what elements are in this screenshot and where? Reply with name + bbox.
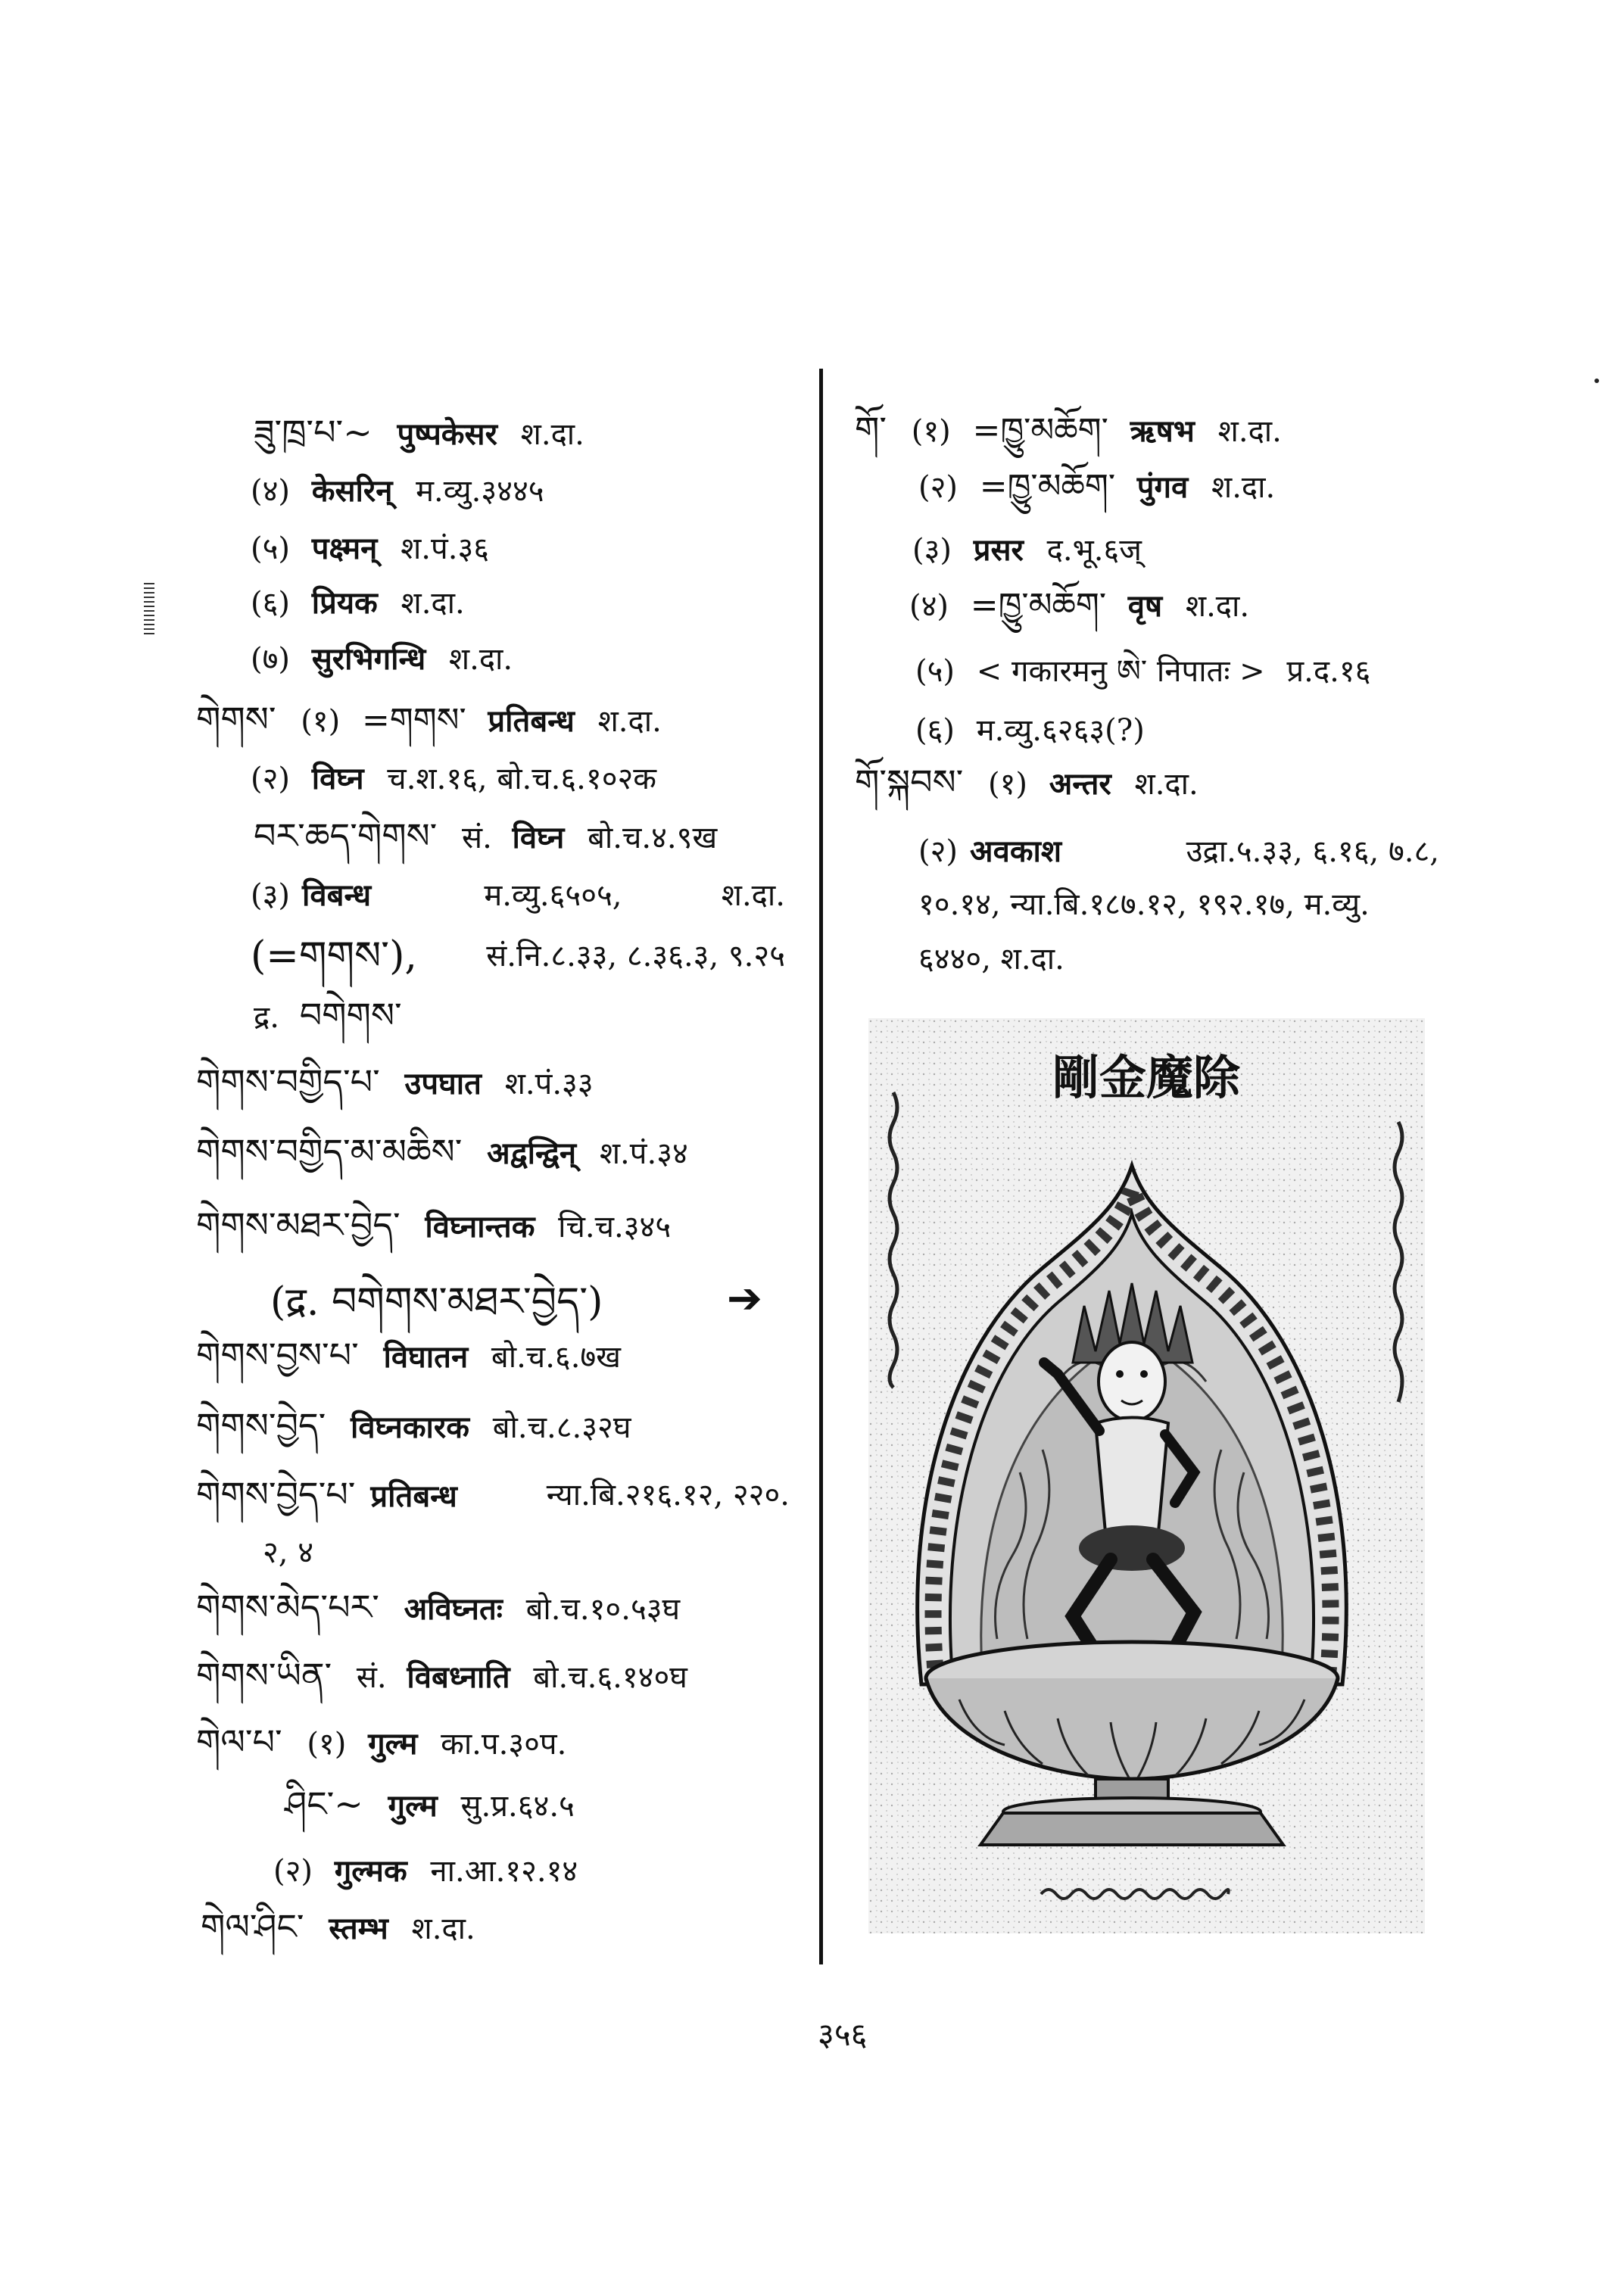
- tibetan-equivalent: =ཁྱུ་མཆོག་: [979, 467, 1116, 506]
- grammatical-note: < गकारमनु ཨེ་ निपातः >: [976, 654, 1265, 689]
- entry-line: [285, 1783, 575, 1825]
- tibetan-crossref: བགེགས་: [299, 995, 402, 1036]
- reference: सु.प्र.६४.५: [460, 1789, 575, 1824]
- sense-number: (१): [988, 767, 1028, 802]
- reference: ६४४०, श.दा.: [918, 942, 1064, 977]
- entry-line: [918, 830, 1439, 873]
- entry-line: [254, 815, 717, 857]
- reference: श.दा.: [1211, 470, 1276, 505]
- tibetan-headword: གེགས་བགྱིད་མ་མཆིས་: [196, 1131, 463, 1172]
- sense-number: (१): [307, 1727, 347, 1762]
- prefix-label: सं.: [356, 1660, 387, 1695]
- sense-number: (५): [251, 531, 291, 566]
- reference: श.दा.: [411, 1911, 475, 1946]
- tibetan-headword: གེལ་ཤིང་: [201, 1906, 304, 1947]
- entry-line: [918, 466, 1275, 508]
- reference: श.पं.३३: [504, 1067, 594, 1101]
- tibetan-headword: ཟུ་ཁྲ་པ་~: [254, 412, 372, 453]
- tibetan-headword: གེགས་བགྱིད་པ་: [196, 1061, 380, 1102]
- entry-line: [196, 1586, 680, 1628]
- entry-line: [915, 650, 1370, 693]
- tibetan-equivalent: =གགས་: [361, 701, 466, 740]
- sanskrit-term: विबध्नाति: [407, 1659, 510, 1695]
- reference: बो.च.८.३२घ: [492, 1410, 631, 1445]
- entry-line: [251, 935, 785, 977]
- tibetan-equivalent: (=གགས་),: [251, 933, 417, 979]
- entry-line: [254, 994, 417, 1036]
- entry-line: [196, 1474, 790, 1516]
- sanskrit-term: पक्ष्मन्: [311, 531, 378, 566]
- sanskrit-term: प्रसर: [973, 532, 1024, 568]
- reference: म.व्यु.६२६३(?): [976, 713, 1145, 748]
- sense-number: (२): [918, 834, 959, 869]
- sanskrit-term: गुल्म: [388, 1788, 438, 1824]
- reference: श.दा.: [448, 642, 513, 677]
- entry-line: [196, 1721, 566, 1763]
- sanskrit-term: विघ्न: [512, 820, 565, 855]
- tibetan-headword: གེགས་བྱེད་པ་: [196, 1473, 356, 1515]
- sanskrit-term: पुष्पकेसर: [397, 416, 497, 452]
- sense-number: (४): [909, 589, 949, 624]
- sanskrit-term: वृष: [1127, 588, 1163, 624]
- entry-line: [270, 1281, 603, 1323]
- entry-line: [855, 761, 1199, 803]
- entry-line: [254, 411, 584, 453]
- reference: श.पं.३४: [599, 1136, 688, 1171]
- entry-line: [196, 1404, 631, 1447]
- sense-number: (५): [915, 654, 955, 689]
- reference: १०.१४, न्या.बि.१८७.१२, १९२.१७, म.व्यु.: [918, 887, 1370, 922]
- tibetan-headword: གེགས་: [196, 699, 276, 740]
- sense-number: (२): [251, 762, 291, 796]
- entry-line: [196, 1061, 594, 1103]
- prefix-label: सं.: [462, 821, 492, 855]
- sense-group: [918, 830, 1075, 873]
- reference: श.दा.: [1185, 589, 1250, 624]
- sanskrit-term: अद्वन्द्विन्: [487, 1136, 577, 1171]
- entry-line: [915, 709, 1145, 752]
- reference: बो.च.६.७ख: [491, 1340, 621, 1375]
- reference: सं.नि.८.३३, ८.३६.३, ९.२५: [486, 939, 785, 974]
- entry-line: [251, 470, 544, 512]
- sanskrit-term: विघातन: [383, 1339, 469, 1375]
- reference: न्या.बि.२१६.१२, २२०.: [546, 1478, 790, 1513]
- sense-number: (७): [251, 642, 291, 677]
- entry-line: [196, 698, 662, 740]
- sanskrit-term: उपघात: [404, 1066, 482, 1101]
- sense-number: (४): [251, 474, 291, 509]
- entry-line: [273, 1850, 578, 1893]
- entry-line: [251, 638, 513, 681]
- reference: बो.च.१०.५३घ: [525, 1592, 681, 1627]
- entry-line: [251, 582, 465, 625]
- sanskrit-term: अवकाश: [970, 833, 1062, 869]
- sanskrit-term: विबन्ध: [302, 877, 372, 913]
- sense-number: (६): [915, 713, 955, 748]
- entry-line: [196, 1334, 621, 1376]
- reference: श.दा.: [597, 704, 662, 739]
- entry-line: [196, 1204, 671, 1246]
- reference: बो.च.४.९ख: [588, 821, 718, 855]
- sense-number: (३): [251, 878, 291, 913]
- reference: उद्रा.५.३३, ६.१६, ७.८,: [1186, 834, 1439, 869]
- illustration-image: [868, 1018, 1425, 1933]
- reference: का.प.३०प.: [441, 1727, 567, 1762]
- reference: द.भू.६ज्: [1046, 533, 1142, 568]
- sanskrit-term: गुल्म: [368, 1726, 418, 1762]
- tibetan-headword: བར་ཆད་གེགས་: [254, 815, 438, 856]
- sense-number: (२): [918, 470, 959, 505]
- entry-group: [196, 1473, 471, 1518]
- tibetan-headword: གེགས་ཡིན་: [196, 1655, 332, 1696]
- sense-number: (३): [912, 533, 952, 568]
- cross-reference: (द्र. བགེགས་མཐར་བྱེད་): [270, 1279, 603, 1325]
- entry-line: [196, 1130, 688, 1173]
- sanskrit-term: अविघ्नतः: [404, 1591, 503, 1627]
- page-number: ३५६: [818, 2016, 868, 2053]
- prefix-label: द्र.: [254, 1000, 279, 1035]
- sanskrit-term: स्तम्भ: [329, 1911, 388, 1946]
- tibetan-headword: གོ་: [855, 409, 887, 450]
- reference: च.श.१६, बो.च.६.१०२क: [387, 762, 657, 796]
- reference: श.पं.३६: [401, 531, 490, 566]
- reference: म.व्यु.६५०५,: [484, 878, 622, 913]
- sanskrit-term: गुल्मक: [334, 1853, 407, 1889]
- sense-number: (२): [273, 1854, 313, 1889]
- tibetan-headword: གེགས་བྱས་པ་: [196, 1335, 359, 1375]
- reference: म.व्यु.३४४५: [416, 474, 544, 509]
- sense-group: [251, 874, 385, 917]
- tibetan-headword: གེགས་མཐར་བྱེད་: [196, 1204, 401, 1245]
- entry-line: [909, 584, 1249, 627]
- arrow-icon: ➔: [727, 1274, 762, 1323]
- entry-line: [918, 883, 1370, 926]
- margin-ruler-mark: [144, 583, 154, 636]
- entry-line: [251, 874, 785, 917]
- sanskrit-term: अन्तर: [1049, 766, 1111, 802]
- entry-line: [251, 528, 489, 570]
- reference: प्र.द.१६: [1286, 654, 1371, 689]
- sense-number: (१): [301, 704, 341, 739]
- sanskrit-term: प्रियक: [311, 585, 378, 621]
- reference: २, ४: [263, 1535, 314, 1570]
- tibetan-headword: གེགས་མེད་པར་: [196, 1587, 379, 1628]
- entry-line: [196, 1654, 687, 1696]
- sanskrit-term: पुंगव: [1136, 469, 1189, 505]
- sense-number: (१): [911, 414, 951, 449]
- sanskrit-term: केसरिन्: [311, 473, 393, 509]
- entry-line: [855, 408, 1282, 450]
- tibetan-headword: གོ་སྐབས་: [855, 762, 964, 802]
- sanskrit-term: विघ्न: [311, 761, 364, 796]
- entry-line: [201, 1905, 475, 1948]
- sanskrit-term: प्रतिबन्ध: [370, 1478, 457, 1514]
- reference: बो.च.६.१४०घ: [533, 1660, 687, 1695]
- reference: चि.च.३४५: [558, 1210, 672, 1245]
- tibetan-equivalent: =ཁྱུ་མཆོག་: [972, 411, 1108, 450]
- reference: ना.आ.१२.१४: [430, 1854, 578, 1889]
- sanskrit-term: विघ्नान्तक: [425, 1209, 535, 1245]
- reference: श.दा.: [401, 586, 465, 621]
- sense-number: (६): [251, 586, 291, 621]
- entry-line: [912, 529, 1142, 572]
- tibetan-equivalent: =ཁྱུ་མཆོག་: [970, 586, 1107, 625]
- reference: श.दा.: [721, 878, 785, 913]
- sanskrit-term: विघ्नकारक: [350, 1410, 469, 1445]
- illustration-title: 剛金魔除: [1052, 1050, 1241, 1105]
- reference: श.दा.: [1217, 414, 1282, 449]
- entry-line: [251, 758, 656, 800]
- reference: श.दा.: [520, 417, 584, 452]
- reference: श.दा.: [1134, 767, 1199, 802]
- sanskrit-term: प्रतिबन्ध: [488, 703, 575, 739]
- entry-line: [918, 938, 1064, 980]
- tibetan-headword: གེགས་བྱེད་: [196, 1405, 326, 1446]
- margin-dot: [1594, 379, 1599, 383]
- sanskrit-term: सुरभिगन्धि: [311, 641, 426, 677]
- sanskrit-term: ऋषभ: [1130, 413, 1195, 449]
- tibetan-headword: ཤིང་~: [285, 1784, 363, 1824]
- vighnantaka-illustration: [868, 1018, 1425, 1933]
- entry-line: [263, 1531, 313, 1574]
- column-divider: [819, 369, 823, 1964]
- tibetan-headword: གེལ་པ་: [196, 1721, 282, 1762]
